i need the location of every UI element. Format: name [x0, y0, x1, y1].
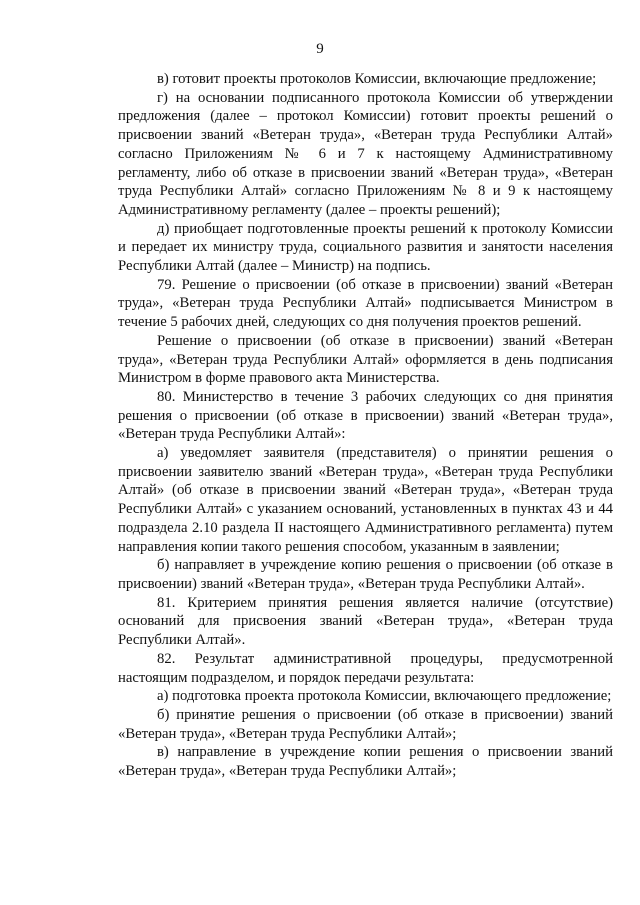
document-body: [118, 70, 613, 781]
paragraph-g-prepares-decisions: г) на основании подписанного протокола Комиссии об утверждении предложения (далее – протокол Комиссии) готовит проекты решений о присвоении званий «Ветеран труда», «Ветеран труда Республики Алтай» согласно Приложениям № 6 и 7 к настоящему Административному регламенту, либо об отказе в присвоении званий «Ветеран труда», «Ветеран труда Республики Алтай» согласно Приложениям № 8 и 9 к настоящему Административному регламенту (далее – проекты решений);: [118, 89, 613, 218]
paragraph-b-sends-copy: б) направляет в учреждение копию решения о присвоении (об отказе в присвоении) званий «Ветеран труда», «Ветеран труда Республики Алтай».: [118, 557, 613, 592]
page-number: 9: [316, 41, 324, 57]
paragraph-d-submits-for-signature: д) приобщает подготовленные проекты решений к протоколу Комиссии и передает их министру труда, социального развития и занятости населения Республики Алтай (далее – Министр) на подпись.: [118, 220, 613, 275]
paragraph-result-v: в) направление в учреждение копии решения о присвоении званий «Ветеран труда», «Ветеран труда Республики Алтай»;: [118, 744, 613, 780]
paragraph-79-decision-signing: 79. Решение о присвоении (об отказе в присвоении) званий «Ветеран труда», «Ветеран труда Республики Алтай» подписывается Министром в течение 5 рабочих дней, следующих со дня получения проектов решений.: [118, 276, 613, 331]
paragraph-v-prepares-protocols: в) готовит проекты протоколов Комиссии, включающие предложение;: [157, 71, 597, 87]
paragraph-a-notifies-applicant: а) уведомляет заявителя (представителя) о принятии решения о присвоении заявителю званий «Ветеран труда», «Ветеран труда Республики Алтай» (об отказе в присвоении званий «Ветеран труда», «Ветеран труда Республики Алтай» с указанием оснований, установленных в пунктах 43 и 44 подраздела 2.10 раздела II настоящего Административного регламента) путем направления копии такого решения способом, указанным в заявлении;: [118, 445, 613, 555]
paragraph-81-criterion: 81. Критерием принятия решения является наличие (отсутствие) оснований для присвоения званий «Ветеран труда», «Ветеран труда Республики Алтай».: [118, 594, 613, 649]
paragraph-result-b: б) принятие решения о присвоении (об отказе в присвоении) званий «Ветеран труда», «Ветеран труда Республики Алтай»;: [118, 706, 613, 742]
paragraph-80-ministry-actions: 80. Министерство в течение 3 рабочих следующих со дня принятия решения о присвоении (об отказе в присвоении) званий «Ветеран труда», «Ветеран труда Республики Алтай»:: [118, 388, 613, 443]
paragraph-decision-formalization: Решение о присвоении (об отказе в присвоении) званий «Ветеран труда», «Ветеран труда Республики Алтай» оформляется в день подписания Министром в форме правового акта Министерства.: [118, 332, 613, 387]
paragraph-result-a: а) подготовка проекта протокола Комиссии, включающего предложение;: [157, 688, 612, 705]
paragraph-82-result: 82. Результат административной процедуры, предусмотренной настоящим подразделом, и порядок передачи результата:: [118, 650, 613, 686]
